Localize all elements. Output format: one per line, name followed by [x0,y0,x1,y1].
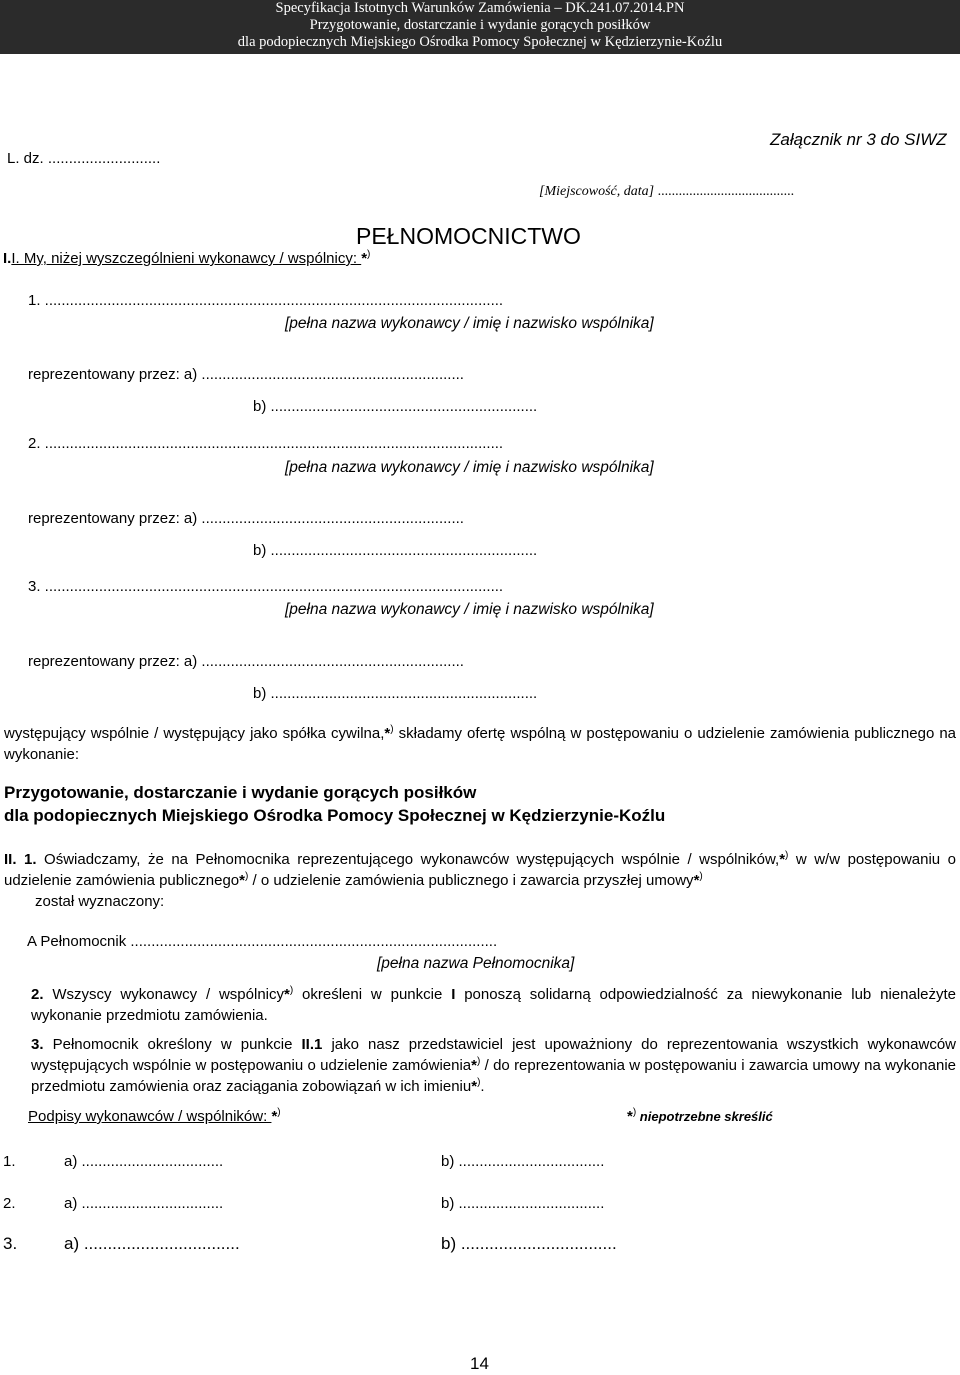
entry-1-rep-a: reprezentowany przez: a) ............................................................... [28,366,464,383]
pelnomocnik-line: A Pełnomocnik ........................................................................................ [27,933,498,950]
section-2-paragraph-1: II. 1. Oświadczamy, że na Pełnomocnika reprezentującego wykonawców występujących wspólnie / wspólników,*) w w/w postępowaniu o udzielenie zamówienia publicznego*) / o udzielenie zamówienia publicznego i zawarcia przyszłej umowy*) został wyznaczony: [4,850,956,910]
entry-3-caption: [pełna nazwa wykonawcy / imię i nazwisko wspólnika] [285,601,654,618]
section-1-number: I. [3,250,12,267]
subject-line-1: Przygotowanie, dostarczanie i wydanie gorących posiłków [4,783,477,802]
place-date-dots: ....................................... [654,184,795,199]
entry-2-caption: [pełna nazwa wykonawcy / imię i nazwisko wspólnika] [285,459,654,476]
entry-1-caption: [pełna nazwa wykonawcy / imię i nazwisko wspólnika] [285,315,654,332]
entry-1-rep-b: b) ................................................................ [253,398,538,415]
footnote-mark: * [361,250,368,267]
signature-row-2-b: b) ................................... [441,1195,605,1212]
signature-row-1-number: 1. [3,1153,16,1170]
pelnomocnik-caption: [pełna nazwa Pełnomocnika] [377,955,575,972]
entry-2-name-line: 2. .............................................................................................................. [28,435,504,452]
header-line-3: dla podopiecznych Miejskiego Ośrodka Pomocy Społecznej w Kędzierzynie-Koźlu [237,34,723,50]
entry-1-name-line: 1. .............................................................................................................. [28,292,504,309]
section-1-heading: I.I. My, niżej wyszczególnieni wykonawcy / wspólnicy: *) [3,249,371,267]
place-date-label: [Miejscowość, data] [539,184,655,199]
signature-row-1-b: b) ................................... [441,1153,605,1170]
entry-3-rep-b: b) ................................................................ [253,685,538,702]
entry-3-rep-a: reprezentowany przez: a) ............................................................... [28,653,464,670]
footnote: *) niepotrzebne skreślić [627,1107,773,1125]
section-2-paragraph-3: 3. Pełnomocnik określony w punkcie II.1 jako nasz przedstawiciel jest upoważniony do reprezentowania wszystkich wykonawców występujących wspólnie w postępowaniu o udzielenie zamówienia*) / do reprezentowania w postępowaniu i zawarcia umowy na wykonanie przedmiotu zamówienia oraz zaciągania zobowiązań w ich imieniu*). [31,1036,956,1095]
header-line-1: Specyfikacja Istotnych Warunków Zamówienia – DK.241.07.2014.PN [275,0,685,16]
signature-row-1-a: a) .................................. [64,1153,224,1170]
signature-row-2-a: a) .................................. [64,1195,224,1212]
signature-row-3-a: a) ................................. [64,1234,240,1253]
section-2-paragraph-2: 2. Wszyscy wykonawcy / wspólnicy*) określeni w punkcie I ponoszą solidarną odpowiedzialność za niewykonanie lub nienależyte wykonanie przedmiotu zamówienia. [31,985,956,1024]
place-date [539,184,794,200]
section-1-heading-text: I. My, niżej wyszczególnieni wykonawcy / wspólnicy: [11,250,362,267]
entry-2-rep-a: reprezentowany przez: a) ............................................................... [28,510,464,527]
entry-2-rep-b: b) ................................................................ [253,542,538,559]
attachment-label: Załącznik nr 3 do SIWZ [770,130,947,149]
subject-line-2: dla podopiecznych Miejskiego Ośrodka Pomocy Społecznej w Kędzierzynie-Koźlu [4,806,666,825]
header-line-2: Przygotowanie, dostarczanie i wydanie gorących posiłków [309,17,651,33]
signature-row-2-number: 2. [3,1195,16,1212]
page-number: 14 [470,1354,489,1373]
signature-row-3-number: 3. [3,1234,18,1253]
document-title: PEŁNOMOCNICTWO [356,223,581,249]
reference-number: L. dz. ........................... [7,150,161,167]
signatures-label: Podpisy wykonawców / wspólników: *) [28,1107,281,1125]
section-2-label: II. 1. [4,851,37,868]
signature-row-3-b: b) ................................. [441,1234,617,1253]
entry-3-name-line: 3. .............................................................................................................. [28,578,504,595]
joint-offer-paragraph: występujący wspólnie / występujący jako spółka cywilna,*) składamy ofertę wspólną w postępowaniu o udzielenie zamówienia publicznego na wykonanie: [4,724,957,763]
